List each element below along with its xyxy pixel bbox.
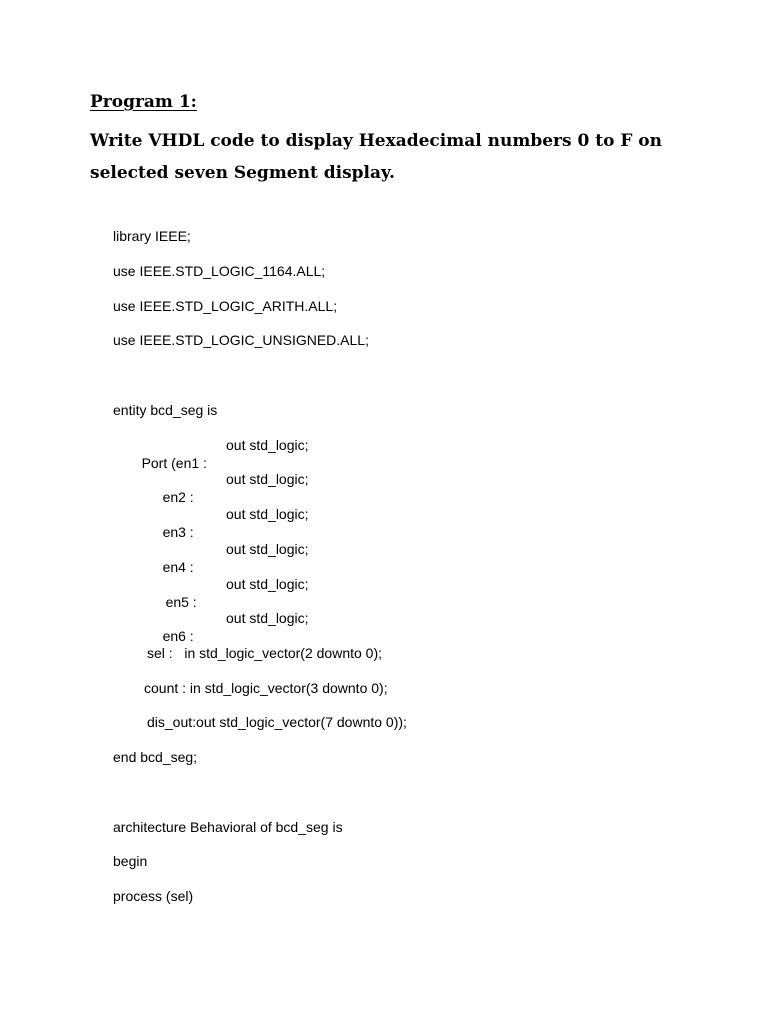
code-port-en4-line xyxy=(147,540,447,575)
code-port-en6-line xyxy=(147,609,447,644)
question-text: Write VHDL code to display Hexadecimal numbers 0 to F on selected seven Segment display. xyxy=(90,131,663,183)
code-use-1164-line: use IEEE.STD_LOGIC_1164.ALL; xyxy=(113,263,326,279)
port-en1-name: Port (en1 : xyxy=(141,455,207,471)
code-end-entity-line: end bcd_seg; xyxy=(113,749,198,765)
code-port-sel-line: sel : in std_logic_vector(2 downto 0); xyxy=(147,645,383,661)
code-use-arith-line: use IEEE.STD_LOGIC_ARITH.ALL; xyxy=(113,298,338,314)
code-entity-line: entity bcd_seg is xyxy=(113,402,218,418)
port-en6-name: en6 : xyxy=(162,628,194,644)
code-port-en3-line xyxy=(147,505,447,540)
port-en6-type: out std_logic; xyxy=(226,610,309,626)
port-en5-type: out std_logic; xyxy=(226,576,309,592)
code-port-en1-line xyxy=(126,436,426,471)
code-port-count-line: count : in std_logic_vector(3 downto 0); xyxy=(144,680,388,696)
port-en3-type: out std_logic; xyxy=(226,506,309,522)
program-heading: Program 1: xyxy=(90,92,197,112)
code-library-line: library IEEE; xyxy=(113,228,191,244)
port-en2-name: en2 : xyxy=(162,489,194,505)
code-port-en2-line xyxy=(147,470,447,505)
port-en1-type: out std_logic; xyxy=(226,437,309,453)
code-process-line: process (sel) xyxy=(113,888,194,904)
code-architecture-line: architecture Behavioral of bcd_seg is xyxy=(113,819,343,835)
code-port-en5-line xyxy=(150,575,450,610)
port-en5-name: en5 : xyxy=(165,594,197,610)
code-use-unsigned-line: use IEEE.STD_LOGIC_UNSIGNED.ALL; xyxy=(113,332,369,348)
port-en4-type: out std_logic; xyxy=(226,541,309,557)
code-port-dis-out-line: dis_out:out std_logic_vector(7 downto 0)); xyxy=(147,714,407,730)
port-en4-name: en4 : xyxy=(162,559,194,575)
port-en2-type: out std_logic; xyxy=(226,471,309,487)
code-begin-line: begin xyxy=(113,853,148,869)
port-en3-name: en3 : xyxy=(162,524,194,540)
